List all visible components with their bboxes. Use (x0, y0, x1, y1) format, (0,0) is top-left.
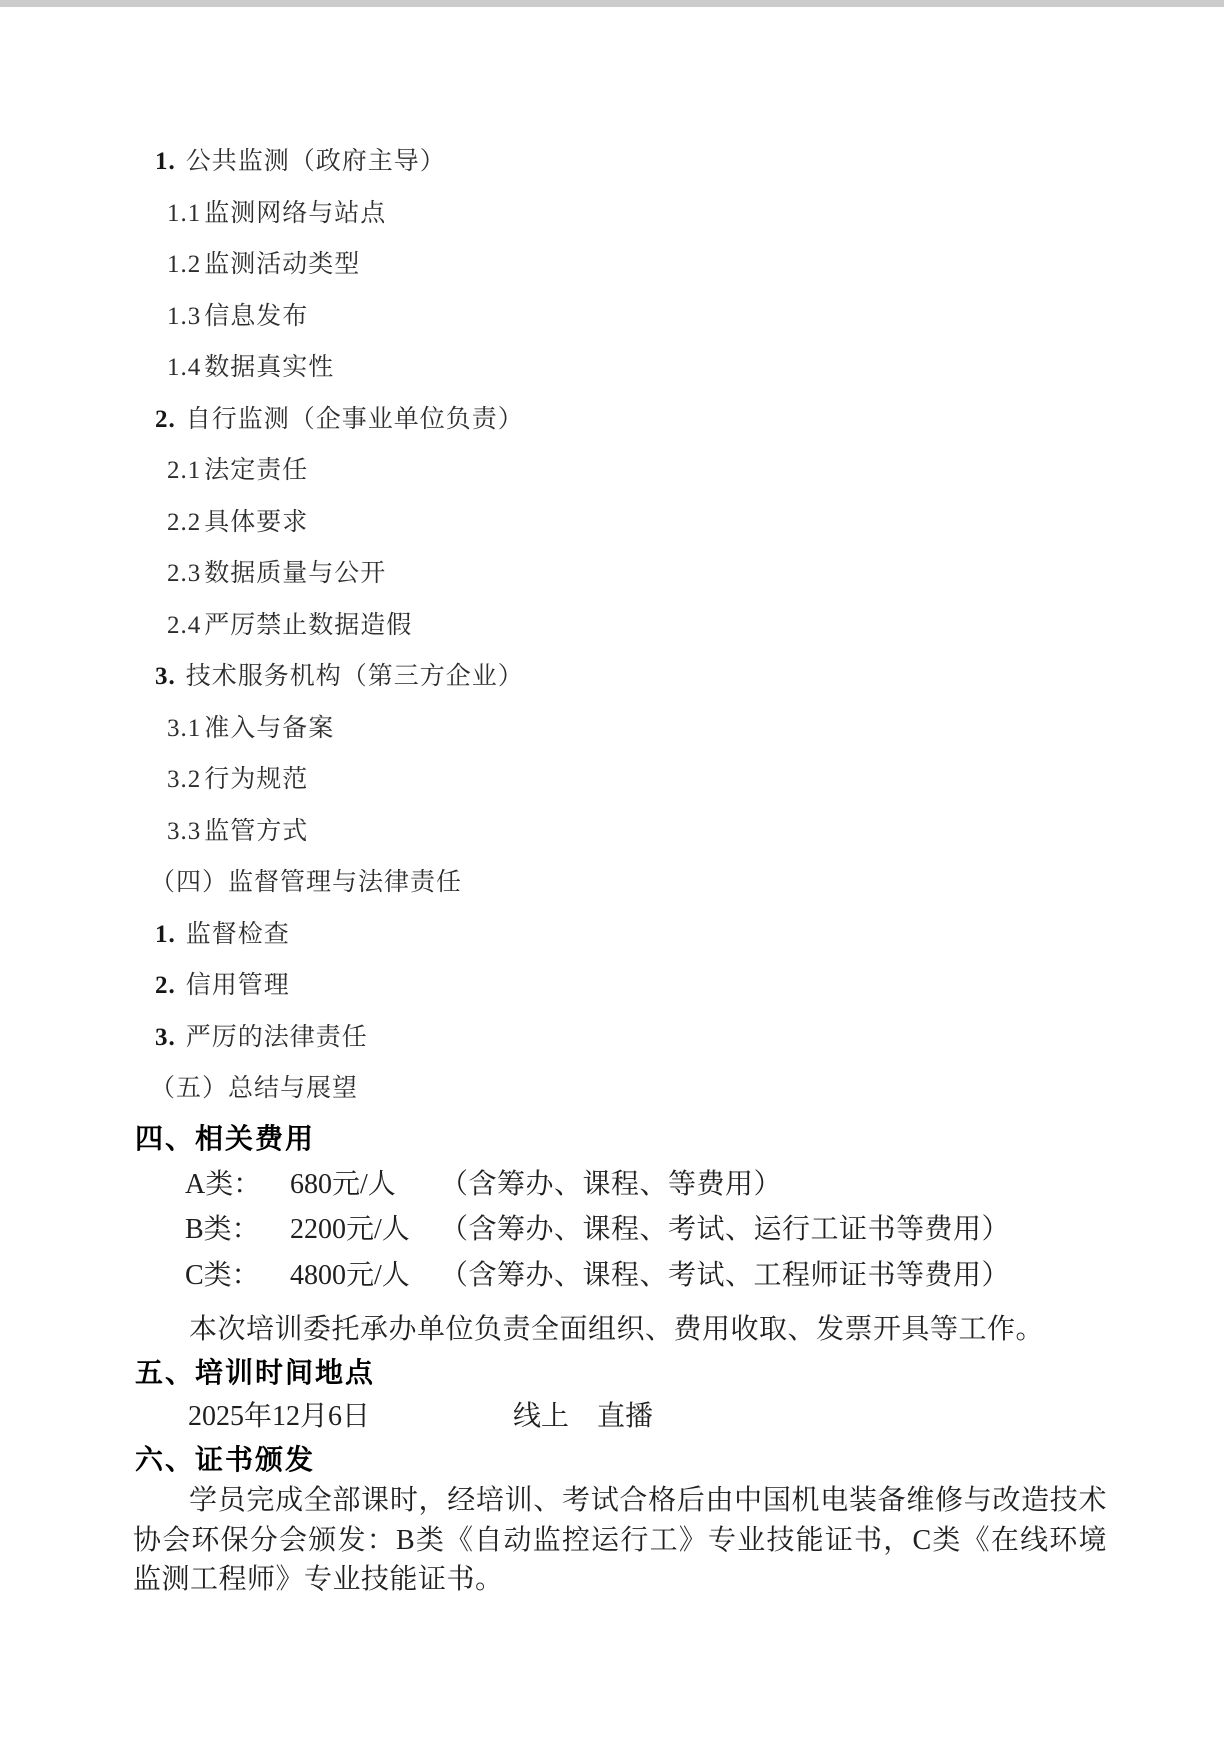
schedule-line (0, 1395, 1224, 1438)
outline-item-label: 信用管理 (185, 972, 290, 999)
outline-item (0, 394, 1224, 446)
outline-item-label: 监管方式 (204, 817, 309, 845)
outline-item-label: 严厉的法律责任 (185, 1023, 368, 1051)
outline-item-marker: 3.2 (167, 766, 202, 793)
outline-item-marker: 1.4 (167, 354, 202, 381)
outline-item (0, 291, 1224, 343)
certificate-paragraph: 学员完成全部课时，经培训、考试合格后由中国机电装备维修与改造技术协会环保分会颁发：B类《自动监控运行工》专业技能证书，C类《在线环境监测工程师》专业技能证书。 (133, 1485, 1107, 1595)
outline-item-marker: 3.3 (167, 817, 202, 845)
outline-item-marker: 2.4 (167, 611, 202, 639)
outline-item-marker: 2. (155, 405, 176, 433)
outline-item (0, 136, 1224, 188)
outline-item (0, 239, 1224, 291)
fee-note: （含筹办、课程、考试、运行工证书等费用） (440, 1214, 1011, 1245)
outline-item-label: 监测活动类型 (204, 251, 361, 278)
outline-item (0, 497, 1224, 549)
schedule-location: 线上 直播 (513, 1401, 654, 1432)
outline-item (0, 342, 1224, 394)
outline-item-label: 监测网络与站点 (204, 199, 387, 227)
outline-item (0, 909, 1224, 961)
outline-item-label: 法定责任 (204, 457, 309, 484)
outline-item-marker: （五） (150, 1075, 229, 1102)
outline-item-marker: 1.2 (167, 251, 202, 278)
outline-item-marker: 2.2 (167, 508, 202, 536)
outline-item-label: 数据质量与公开 (204, 560, 387, 587)
outline-item (0, 806, 1224, 858)
outline-item (0, 1012, 1224, 1064)
outline-item (0, 857, 1224, 909)
outline-item-marker: 3.1 (167, 714, 202, 742)
outline-item-marker: （四） (150, 869, 229, 896)
outline-item (0, 960, 1224, 1012)
course-outline-list (0, 136, 1224, 1115)
outline-item (0, 188, 1224, 240)
schedule-heading: 五、培训时间地点 (135, 1357, 376, 1388)
outline-item-label: 监督管理与法律责任 (228, 869, 463, 896)
fee-category: B类： (185, 1214, 260, 1245)
outline-item-label: 技术服务机构（第三方企业） (185, 663, 524, 690)
outline-item (0, 445, 1224, 497)
outline-item (0, 703, 1224, 755)
fee-row (0, 1253, 1224, 1299)
outline-item (0, 1063, 1224, 1115)
page-content (0, 136, 1224, 1600)
fee-price: 680元/人 (290, 1168, 396, 1200)
outline-item-marker: 1. (155, 148, 176, 175)
outline-item-marker: 1.1 (167, 199, 202, 227)
schedule-date: 2025年12月6日 (188, 1401, 371, 1432)
fees-heading: 四、相关费用 (135, 1122, 316, 1154)
outline-item (0, 548, 1224, 600)
fee-rows (0, 1162, 1224, 1299)
outline-item-label: 总结与展望 (228, 1075, 359, 1102)
outline-item-label: 行为规范 (204, 766, 309, 793)
outline-item (0, 651, 1224, 703)
outline-item-marker: 2.3 (167, 560, 202, 587)
outline-item-label: 严厉禁止数据造假 (204, 611, 413, 639)
fee-category: A类： (185, 1168, 262, 1200)
outline-item-marker: 2.1 (167, 457, 202, 484)
outline-item-marker: 3. (155, 1023, 176, 1051)
outline-item (0, 754, 1224, 806)
outline-item-label: 具体要求 (204, 508, 309, 536)
outline-item-marker: 3. (155, 663, 176, 690)
outline-item-label: 数据真实性 (204, 354, 335, 381)
outline-item-label: 监督检查 (185, 920, 290, 948)
fees-paragraph: 本次培训委托承办单位负责全面组织、费用收取、发票开具等工作。 (189, 1314, 1045, 1345)
fee-row (0, 1207, 1224, 1253)
outline-item-label: 准入与备案 (204, 714, 335, 742)
fee-row (0, 1162, 1224, 1208)
outline-item-marker: 1. (155, 920, 176, 948)
outline-item-label: 自行监测（企事业单位负责） (185, 405, 524, 433)
fee-category: C类： (185, 1259, 260, 1291)
outline-item-label: 信息发布 (204, 302, 309, 330)
outline-item (0, 600, 1224, 652)
outline-item-label: 公共监测（政府主导） (185, 148, 446, 175)
fee-note: （含筹办、课程、考试、工程师证书等费用） (440, 1259, 1011, 1291)
fee-price: 4800元/人 (290, 1259, 410, 1291)
fee-price: 2200元/人 (290, 1214, 410, 1245)
certificate-heading: 六、证书颁发 (135, 1444, 316, 1475)
outline-item-marker: 1.3 (167, 302, 202, 330)
fee-note: （含筹办、课程、等费用） (440, 1168, 783, 1200)
top-edge-band (0, 0, 1224, 7)
outline-item-marker: 2. (155, 972, 176, 999)
